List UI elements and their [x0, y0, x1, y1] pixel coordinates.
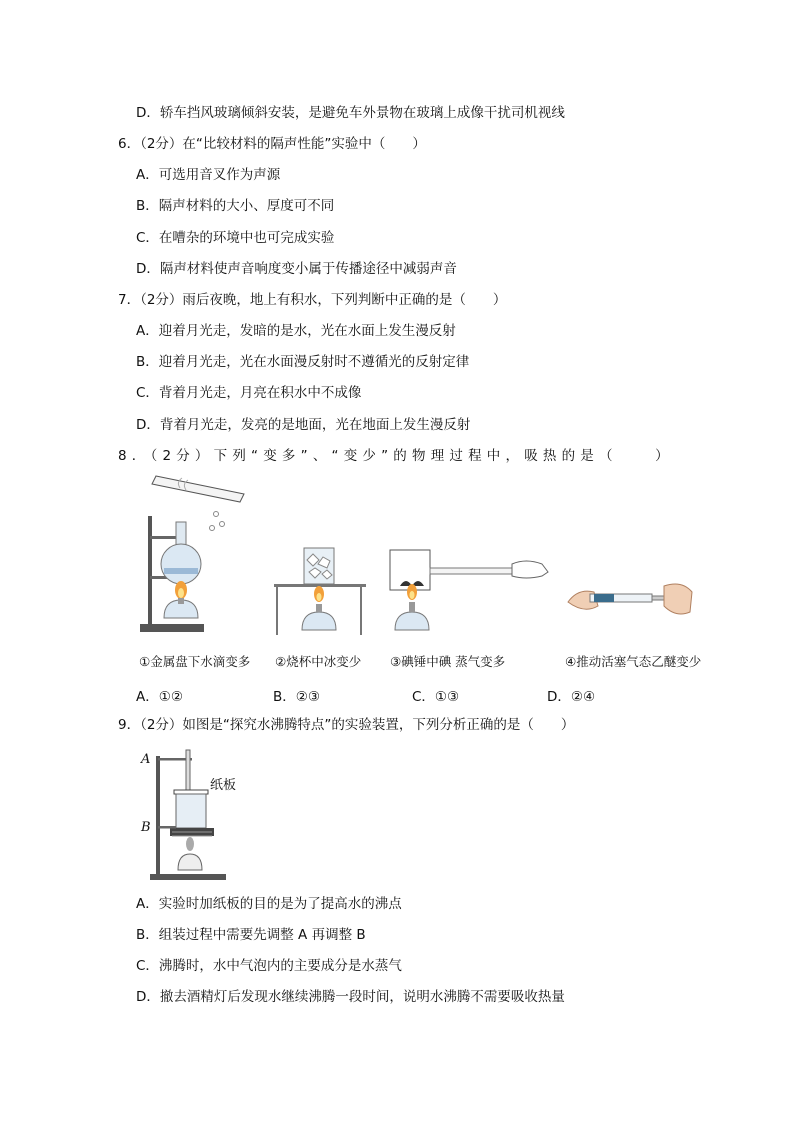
- q8-caption-1: ①金属盘下水滴变多: [139, 654, 251, 669]
- q7-option-a: A．迎着月光走，发暗的是水，光在水面上发生漫反射: [136, 323, 456, 339]
- q7-option-b: B．迎着月光走，光在水面漫反射时不遵循光的反射定律: [136, 354, 470, 370]
- boiling-apparatus-figure: [150, 746, 230, 882]
- label-paper-board: 纸板: [210, 778, 237, 793]
- distillation-stand-figure: [136, 472, 256, 637]
- label-b: B: [141, 820, 151, 835]
- q8-choice-d: D．②④: [547, 689, 596, 705]
- q6-option-b: B．隔声材料的大小、厚度可不同: [136, 198, 335, 214]
- q8-caption-2: ②烧杯中冰变少: [275, 654, 362, 669]
- q9-option-d: D．撤去酒精灯后发现水继续沸腾一段时间，说明水沸腾不需要吸收热量: [136, 989, 565, 1005]
- beaker-ice-figure: [272, 540, 368, 640]
- q7-stem: 7．（2分）雨后夜晚，地上有积水，下列判断中正确的是（ ）: [118, 292, 507, 308]
- q9-stem: 9．（2分）如图是“探究水沸腾特点”的实验装置，下列分析正确的是（ ）: [118, 717, 575, 733]
- q8-stem: 8．（2分）下列“变多”、“变少”的物理过程中，吸热的是（ ）: [118, 448, 674, 464]
- q6-option-a: A．可选用音叉作为声源: [136, 167, 281, 183]
- q8-caption-3: ③碘锤中碘 蒸气变多: [390, 654, 506, 669]
- q6-stem: 6．（2分）在“比较材料的隔声性能”实验中（ ）: [118, 136, 426, 152]
- syringe-figure: [564, 576, 696, 620]
- q9-option-b: B．组装过程中需要先调整 A 再调整 B: [136, 927, 366, 943]
- q8-choice-c: C．①③: [412, 689, 460, 705]
- q9-option-c: C．沸腾时，水中气泡内的主要成分是水蒸气: [136, 958, 402, 974]
- q7-option-d: D．背着月光走，发亮的是地面，光在地面上发生漫反射: [136, 417, 471, 433]
- label-a: A: [141, 752, 151, 767]
- q5-option-d: D．轿车挡风玻璃倾斜安装，是避免车外景物在玻璃上成像干扰司机视线: [136, 105, 565, 121]
- q8-choice-a: A．①②: [136, 689, 183, 705]
- q8-choice-b: B．②③: [273, 689, 320, 705]
- q6-option-d: D．隔声材料使声音响度变小属于传播途径中减弱声音: [136, 261, 457, 277]
- iodine-tube-figure: [386, 548, 554, 644]
- q6-option-c: C．在嘈杂的环境中也可完成实验: [136, 230, 335, 246]
- q9-option-a: A．实验时加纸板的目的是为了提高水的沸点: [136, 896, 402, 912]
- q7-option-c: C．背着月光走，月亮在积水中不成像: [136, 385, 362, 401]
- q8-caption-4: ④推动活塞气态乙醚变少: [565, 654, 702, 669]
